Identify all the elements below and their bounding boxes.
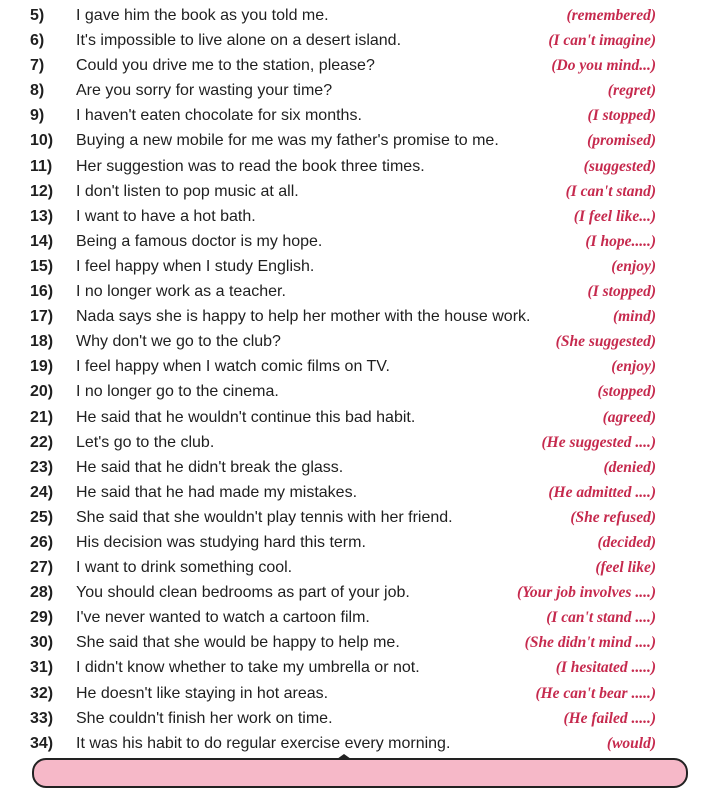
exercise-list [0, 3, 720, 756]
item-hint: (I feel like...) [573, 207, 656, 225]
item-number: 19) [30, 358, 54, 376]
item-number: 26) [30, 533, 54, 551]
exercise-row [0, 505, 720, 530]
item-number: 12) [30, 182, 54, 200]
item-number: 30) [30, 634, 54, 652]
exercise-row [0, 304, 720, 329]
item-hint: (I hesitated .....) [555, 659, 656, 677]
item-sentence: Why don't we go to the club? [76, 333, 281, 351]
item-number: 18) [30, 333, 54, 351]
exercise-row [0, 455, 720, 480]
item-sentence: Nada says she is happy to help her mother with the house work. [76, 308, 531, 326]
item-sentence: He said that he had made my mistakes. [76, 483, 358, 501]
item-hint: (I can't stand) [565, 182, 656, 200]
item-sentence: I want to have a hot bath. [76, 207, 256, 225]
exercise-row [0, 379, 720, 404]
item-hint: (Your job involves ....) [516, 584, 656, 602]
item-sentence: Could you drive me to the station, please? [76, 57, 375, 75]
item-number: 21) [30, 408, 54, 426]
item-hint: (He admitted ....) [548, 483, 656, 501]
exercise-row [0, 630, 720, 655]
exercise-row [0, 354, 720, 379]
item-sentence: I've never wanted to watch a cartoon film. [76, 609, 370, 627]
exercise-row [0, 179, 720, 204]
item-sentence: Buying a new mobile for me was my father's promise to me. [76, 132, 499, 150]
bottom-bar [32, 758, 688, 788]
exercise-row [0, 405, 720, 430]
exercise-row [0, 279, 720, 304]
item-number: 29) [30, 609, 54, 627]
exercise-row [0, 103, 720, 128]
exercise-row [0, 3, 720, 28]
item-number: 10) [30, 132, 54, 150]
item-sentence: I no longer go to the cinema. [76, 383, 279, 401]
exercise-row [0, 605, 720, 630]
item-hint: (He suggested ....) [541, 433, 656, 451]
item-hint: (I hope.....) [585, 232, 656, 250]
item-hint: (enjoy) [611, 358, 656, 376]
item-number: 8) [30, 82, 45, 100]
item-hint: (She suggested) [555, 333, 656, 351]
item-sentence: She couldn't finish her work on time. [76, 709, 333, 727]
item-sentence: He said that he wouldn't continue this bad habit. [76, 408, 416, 426]
item-number: 31) [30, 659, 54, 677]
exercise-row [0, 731, 720, 756]
item-hint: (promised) [587, 132, 656, 150]
item-hint: (suggested) [583, 157, 656, 175]
item-hint: (feel like) [595, 559, 656, 577]
exercise-row [0, 555, 720, 580]
exercise-row [0, 254, 720, 279]
item-number: 11) [30, 157, 53, 175]
item-number: 34) [30, 734, 54, 752]
item-hint: (enjoy) [611, 257, 656, 275]
item-sentence: I feel happy when I study English. [76, 257, 315, 275]
item-sentence: It's impossible to live alone on a desert island. [76, 32, 402, 50]
item-hint: (He can't bear .....) [535, 684, 656, 702]
item-hint: (I stopped) [587, 107, 656, 125]
item-sentence: I gave him the book as you told me. [76, 7, 329, 24]
exercise-row [0, 53, 720, 78]
item-hint: (stopped) [597, 383, 656, 401]
item-sentence: I no longer work as a teacher. [76, 283, 286, 301]
item-sentence: I didn't know whether to take my umbrella or not. [76, 659, 420, 677]
item-number: 20) [30, 383, 54, 401]
exercise-row [0, 28, 720, 53]
exercise-row [0, 430, 720, 455]
item-sentence: I want to drink something cool. [76, 559, 293, 577]
item-hint: (I can't imagine) [548, 32, 656, 50]
item-hint: (Do you mind...) [551, 57, 656, 75]
item-number: 25) [30, 508, 54, 526]
exercise-row [0, 580, 720, 605]
exercise-row [0, 229, 720, 254]
exercise-row [0, 128, 720, 153]
item-hint: (She refused) [570, 508, 656, 526]
item-sentence: She said that she wouldn't play tennis with her friend. [76, 508, 453, 526]
item-number: 7) [30, 57, 45, 75]
item-number: 22) [30, 433, 54, 451]
item-sentence: Let's go to the club. [76, 433, 215, 451]
item-hint: (He failed .....) [563, 709, 656, 727]
item-sentence: He doesn't like staying in hot areas. [76, 684, 329, 702]
exercise-row [0, 204, 720, 229]
item-hint: (agreed) [602, 408, 656, 426]
exercise-row [0, 530, 720, 555]
item-sentence: He said that he didn't break the glass. [76, 458, 344, 476]
item-hint: (I stopped) [587, 283, 656, 301]
item-hint: (denied) [603, 458, 656, 476]
item-sentence: You should clean bedrooms as part of your job. [76, 584, 410, 602]
item-number: 5) [30, 7, 45, 24]
exercise-row [0, 706, 720, 731]
item-hint: (regret) [607, 82, 656, 100]
item-number: 9) [30, 107, 45, 125]
item-number: 27) [30, 559, 54, 577]
item-sentence: I feel happy when I watch comic films on TV. [76, 358, 390, 376]
item-number: 14) [30, 232, 54, 250]
item-sentence: I haven't eaten chocolate for six months. [76, 107, 362, 125]
item-hint: (would) [606, 734, 656, 752]
item-sentence: Are you sorry for wasting your time? [76, 82, 333, 100]
exercise-row [0, 655, 720, 680]
item-number: 16) [30, 283, 54, 301]
item-number: 24) [30, 483, 54, 501]
exercise-row [0, 78, 720, 103]
item-hint: (remembered) [566, 7, 656, 24]
item-number: 28) [30, 584, 54, 602]
item-number: 13) [30, 207, 54, 225]
exercise-row [0, 681, 720, 706]
exercise-row [0, 480, 720, 505]
item-sentence: I don't listen to pop music at all. [76, 182, 299, 200]
item-sentence: It was his habit to do regular exercise every morning. [76, 734, 451, 752]
item-number: 15) [30, 257, 54, 275]
item-number: 23) [30, 458, 54, 476]
item-sentence: She said that she would be happy to help me. [76, 634, 400, 652]
item-sentence: His decision was studying hard this term. [76, 533, 366, 551]
item-sentence: Being a famous doctor is my hope. [76, 232, 323, 250]
item-number: 33) [30, 709, 54, 727]
item-hint: (I can't stand ....) [546, 609, 656, 627]
exercise-row [0, 329, 720, 354]
item-number: 17) [30, 308, 54, 326]
item-sentence: Her suggestion was to read the book three times. [76, 157, 425, 175]
item-hint: (mind) [612, 308, 656, 326]
item-hint: (She didn't mind ....) [524, 634, 656, 652]
item-hint: (decided) [597, 533, 656, 551]
item-number: 32) [30, 684, 54, 702]
item-number: 6) [30, 32, 45, 50]
exercise-row [0, 154, 720, 179]
